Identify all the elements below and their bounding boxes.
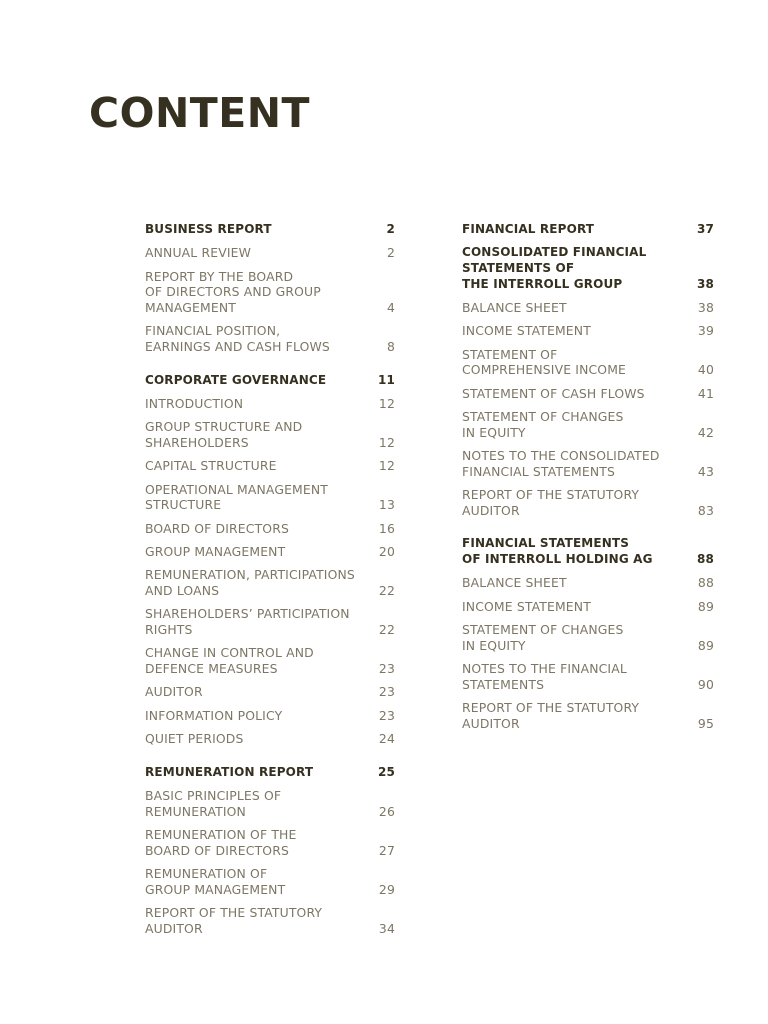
toc-entry-label: INCOME STATEMENT [462,323,591,339]
toc-page-number: 38 [697,299,714,315]
toc-page-number: 89 [697,598,714,614]
toc-page-number: 16 [378,520,395,536]
toc-entry-label: STATEMENT OF CASH FLOWS [462,385,645,401]
toc-page-number: 39 [697,323,714,339]
toc-entry-label: AUDITOR [145,684,203,700]
toc-entry-label: BALANCE SHEET [462,299,567,315]
toc-page-number: 83 [697,502,714,518]
toc-entry-label: STATEMENT OF CHANGES IN EQUITY [462,622,624,653]
toc-entry[interactable] [145,827,395,858]
toc-entry[interactable] [462,409,714,440]
toc-entry[interactable] [462,661,714,692]
toc-page-number: 11 [378,372,395,387]
toc-entry-label: REMUNERATION, PARTICIPATIONS AND LOANS [145,567,355,599]
toc-entry-label: REPORT BY THE BOARD OF DIRECTORS AND GROUP MANAGEMENT [145,268,321,315]
toc-entry[interactable] [145,323,395,354]
toc-subheading[interactable] [462,536,714,567]
toc-entry[interactable] [462,347,714,378]
toc-entry[interactable] [145,684,395,700]
toc-section-heading[interactable] [145,765,395,781]
toc-entry[interactable] [145,905,395,936]
toc-entry-label: GROUP MANAGEMENT [145,544,286,560]
toc-page-number: 34 [378,920,395,936]
toc-entry[interactable] [145,458,395,474]
toc-entry-label: STATEMENT OF COMPREHENSIVE INCOME [462,346,627,378]
toc-page-number: 38 [697,276,714,291]
toc-page-number: 37 [697,222,714,236]
toc-page-number: 22 [378,583,395,599]
toc-entry[interactable] [145,482,395,513]
toc-entry[interactable] [145,606,395,637]
toc-entry-label: QUIET PERIODS [145,731,244,747]
toc-entry[interactable] [462,575,714,591]
toc-subheading[interactable] [462,245,714,292]
toc-entry-label: INTRODUCTION [145,395,244,411]
toc-entry-label: REPORT OF THE STATUTORY AUDITOR [462,700,640,731]
toc-page-number: 22 [378,622,395,638]
toc-entry-label: REMUNERATION OF GROUP MANAGEMENT [145,866,286,897]
toc-entry-label: SHAREHOLDERS’ PARTICIPATION RIGHTS [145,606,350,638]
toc-entry-label: BUSINESS REPORT [145,222,272,236]
toc-page-number: 23 [378,684,395,700]
toc-page-number: 90 [697,676,714,692]
toc-page-number: 8 [386,338,395,354]
toc-entry-label: BALANCE SHEET [462,575,567,591]
toc-entry-label: REPORT OF THE STATUTORY AUDITOR [462,487,640,518]
toc-entry[interactable] [145,245,395,261]
toc-entry[interactable] [145,269,395,316]
toc-entry[interactable] [462,599,714,615]
toc-entry-label: FINANCIAL POSITION, EARNINGS AND CASH FLOWS [145,323,330,354]
toc-page-number: 12 [378,458,395,474]
toc-entry-label: GROUP STRUCTURE AND SHAREHOLDERS [145,419,303,450]
toc-page-number: 12 [378,434,395,450]
page-title: CONTENT [89,89,311,137]
toc-entry[interactable] [145,866,395,897]
toc-section-heading[interactable] [145,222,395,238]
toc-entry-label: OPERATIONAL MANAGEMENT STRUCTURE [145,481,329,513]
toc-entry-label: REPORT OF THE STATUTORY AUDITOR [145,905,323,936]
toc-entry[interactable] [462,448,714,479]
toc-page-number: 95 [697,715,714,731]
toc-section [145,373,395,747]
toc-page-number: 27 [378,842,395,858]
toc-entry[interactable] [462,300,714,316]
toc-section [462,536,714,731]
toc-entry[interactable] [145,521,395,537]
toc-entry[interactable] [462,386,714,402]
toc-entry[interactable] [145,788,395,819]
toc-entry[interactable] [145,419,395,450]
toc-column-right [462,222,714,739]
toc-page-number: 43 [697,463,714,479]
toc-entry-label: FINANCIAL REPORT [462,222,595,236]
toc-entry-label: CONSOLIDATED FINANCIAL STATEMENTS OF THE INTERROLL GROUP [462,245,647,291]
toc-entry[interactable] [145,731,395,747]
toc-page-number: 24 [378,731,395,747]
toc-entry-label: FINANCIAL STATEMENTS OF INTERROLL HOLDING AG [462,536,653,566]
toc-entry-label: REMUNERATION OF THE BOARD OF DIRECTORS [145,827,297,858]
toc-page-number: 2 [386,245,395,261]
toc-page-number: 26 [378,803,395,819]
toc-entry-label: ANNUAL REVIEW [145,245,251,261]
toc-entry-label: NOTES TO THE CONSOLIDATED FINANCIAL STATEMENTS [462,448,660,479]
toc-page-number: 13 [378,497,395,513]
toc-entry-label: STATEMENT OF CHANGES IN EQUITY [462,409,624,440]
toc-entry-label: NOTES TO THE FINANCIAL STATEMENTS [462,661,627,692]
toc-section-heading[interactable] [145,373,395,389]
toc-entry[interactable] [145,645,395,676]
toc-entry[interactable] [145,396,395,412]
toc-entry-label: CHANGE IN CONTROL AND DEFENCE MEASURES [145,645,314,677]
toc-page-number: 12 [378,395,395,411]
toc-entry[interactable] [462,700,714,731]
toc-entry[interactable] [462,487,714,518]
toc-entry-label: INFORMATION POLICY [145,707,283,723]
toc-page-number: 40 [697,362,714,378]
toc-entry[interactable] [462,622,714,653]
toc-page-number: 20 [378,544,395,560]
toc-column-left [145,222,395,944]
toc-page-number: 89 [697,637,714,653]
toc-section [462,222,714,518]
toc-page-number: 23 [378,661,395,677]
toc-section [145,222,395,355]
toc-entry-label: CORPORATE GOVERNANCE [145,372,327,387]
toc-section [145,765,395,937]
toc-page-number: 88 [697,575,714,591]
toc-entry[interactable] [145,544,395,560]
toc-page-number: 41 [697,385,714,401]
toc-page-number: 29 [378,881,395,897]
toc-page-number: 42 [697,424,714,440]
toc-entry[interactable] [145,708,395,724]
toc-entry[interactable] [462,323,714,339]
toc-page-number: 88 [697,551,714,566]
toc-entry-label: REMUNERATION REPORT [145,764,314,779]
toc-entry-label: INCOME STATEMENT [462,598,591,614]
toc-page-number: 25 [378,764,395,779]
toc-page-number: 4 [386,299,395,315]
toc-entry-label: BASIC PRINCIPLES OF REMUNERATION [145,788,282,819]
toc-entry[interactable] [145,567,395,598]
toc-entry-label: CAPITAL STRUCTURE [145,458,277,474]
toc-section-heading[interactable] [462,222,714,238]
toc-entry-label: BOARD OF DIRECTORS [145,520,289,536]
toc-page-number: 2 [386,222,395,236]
toc-page-number: 23 [378,707,395,723]
